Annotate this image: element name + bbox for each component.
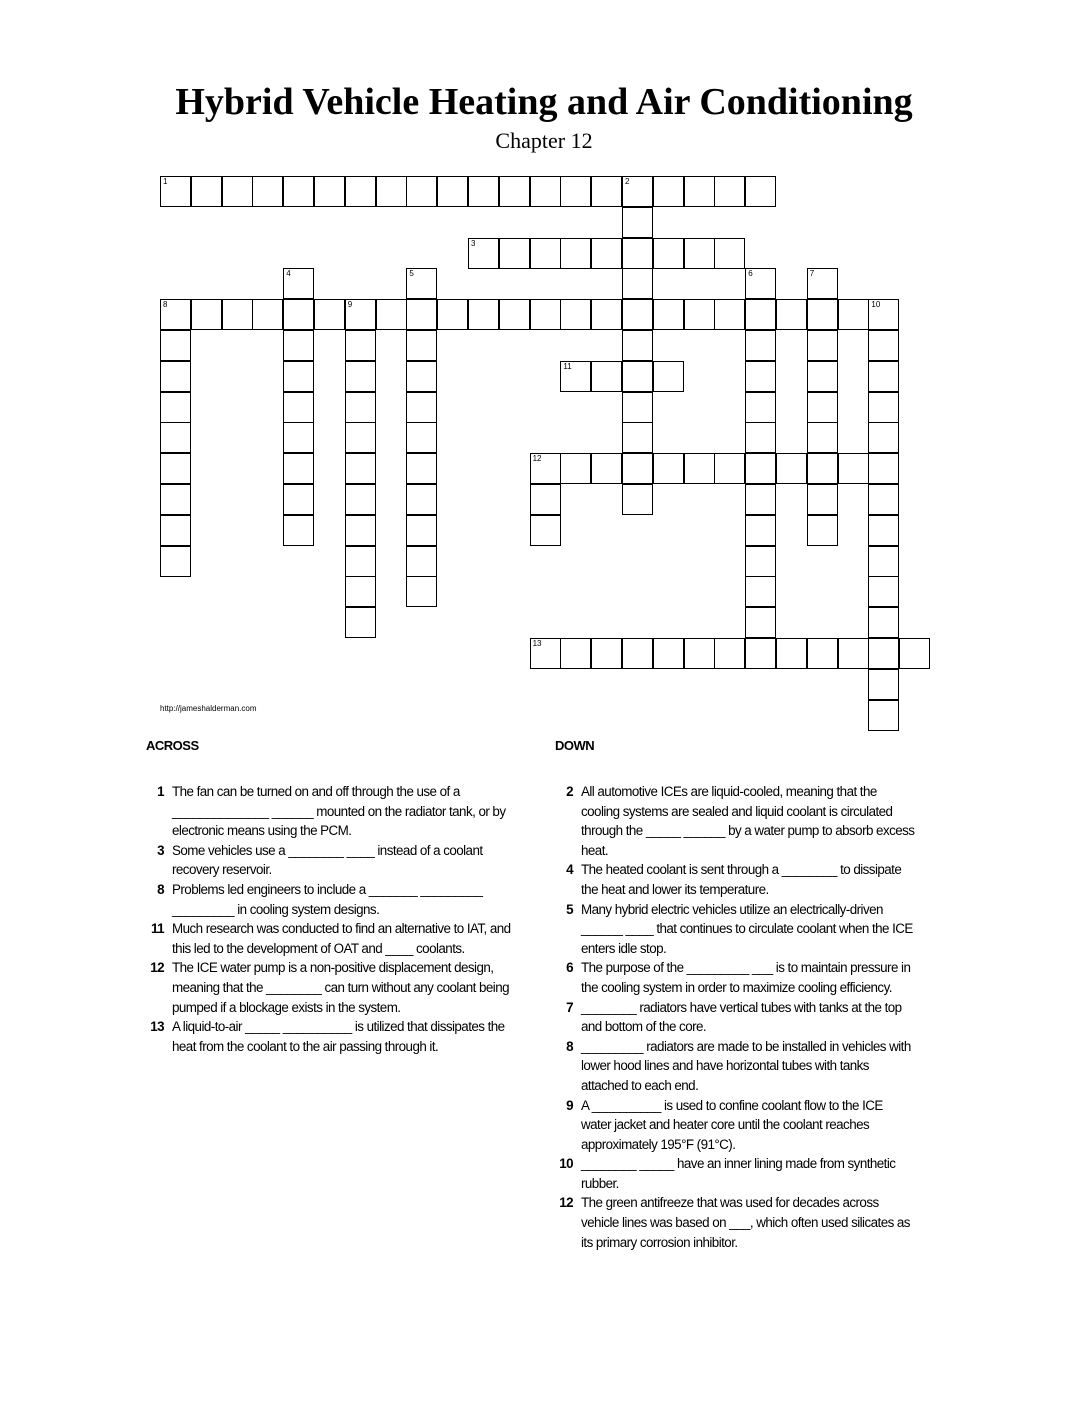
grid-cell[interactable]: [345, 299, 376, 330]
grid-cell[interactable]: [283, 176, 314, 207]
grid-cell[interactable]: [345, 484, 376, 515]
grid-cell[interactable]: [406, 299, 437, 330]
clue-across-13: [146, 1017, 526, 1056]
grid-cell[interactable]: [406, 546, 437, 577]
grid-cell[interactable]: [868, 515, 899, 546]
clue-down-8: [555, 1037, 915, 1096]
grid-cell[interactable]: [345, 330, 376, 361]
grid-cell[interactable]: [622, 638, 653, 669]
grid-cell[interactable]: [376, 299, 407, 330]
clue-text: ________ radiators have vertical tubes with tanks at the top and bottom of the core.: [581, 999, 902, 1035]
across-heading: ACROSS: [146, 738, 199, 753]
clue-number: 12: [150, 960, 164, 976]
clue-number: 6: [566, 960, 573, 976]
grid-cell[interactable]: [745, 176, 776, 207]
grid-cell[interactable]: [345, 392, 376, 423]
grid-cell[interactable]: [530, 453, 561, 484]
grid-cell[interactable]: [468, 176, 499, 207]
grid-cell[interactable]: [684, 299, 715, 330]
grid-cell[interactable]: [468, 238, 499, 269]
clue-across-12: [146, 958, 526, 1017]
grid-cell[interactable]: [468, 299, 499, 330]
clue-text: A liquid-to-air _____ __________ is utilized that dissipates the heat from the coolant to the air passing through it.: [172, 1019, 505, 1054]
grid-cell[interactable]: [345, 607, 376, 638]
grid-cell[interactable]: [807, 422, 838, 453]
grid-cell[interactable]: [745, 453, 776, 484]
grid-cell[interactable]: [252, 176, 283, 207]
clue-text: ________ _____ have an inner lining made from synthetic rubber.: [581, 1156, 896, 1191]
grid-cell[interactable]: [160, 453, 191, 484]
clue-number: 8: [157, 881, 164, 897]
grid-cell[interactable]: [560, 299, 591, 330]
grid-cell[interactable]: [622, 176, 653, 207]
cell-number: 6: [748, 269, 753, 279]
grid-cell[interactable]: [622, 238, 653, 269]
grid-cell[interactable]: [745, 484, 776, 515]
page-title: Hybrid Vehicle Heating and Air Conditioning: [175, 81, 913, 123]
grid-cell[interactable]: [406, 484, 437, 515]
grid-cell[interactable]: [406, 453, 437, 484]
cell-number: 2: [625, 177, 630, 186]
grid-cell[interactable]: [191, 299, 222, 330]
grid-cell[interactable]: [560, 176, 591, 207]
cell-number: 9: [347, 300, 353, 310]
grid-cell[interactable]: [345, 361, 376, 392]
grid-cell[interactable]: [283, 299, 314, 330]
grid-cell[interactable]: [653, 361, 684, 392]
cell-number: 8: [163, 300, 168, 310]
grid-cell[interactable]: [437, 176, 468, 207]
grid-cell[interactable]: [838, 299, 869, 330]
grid-cell[interactable]: [653, 638, 684, 669]
grid-cell[interactable]: [345, 576, 376, 607]
clue-down-7: [555, 998, 915, 1037]
grid-cell[interactable]: [622, 268, 653, 299]
grid-cell[interactable]: [807, 638, 838, 669]
grid-cell[interactable]: [560, 361, 591, 392]
grid-cell[interactable]: [807, 268, 838, 299]
grid-cell[interactable]: [160, 330, 191, 361]
grid-cell[interactable]: [807, 392, 838, 423]
grid-cell[interactable]: [437, 299, 468, 330]
grid-cell[interactable]: [591, 299, 622, 330]
grid-cell[interactable]: [684, 453, 715, 484]
grid-cell[interactable]: [406, 330, 437, 361]
grid-cell[interactable]: [868, 330, 899, 361]
clue-text: Problems led engineers to include a _______ _________ _________ in cooling system designs.: [172, 881, 483, 917]
grid-cell[interactable]: [868, 546, 899, 577]
cell-number: 4: [286, 269, 291, 279]
grid-cell[interactable]: [868, 638, 899, 669]
clue-number: 13: [150, 1019, 164, 1035]
grid-cell[interactable]: [653, 176, 684, 207]
grid-cell[interactable]: [591, 453, 622, 484]
grid-cell[interactable]: [160, 484, 191, 515]
clue-text: The fan can be turned on and off through the use of a ______________ ______ mounted on the radiator tank, or by electronic means using the PCM.: [172, 784, 506, 839]
clue-number: 11: [150, 921, 164, 937]
grid-cell[interactable]: [591, 361, 622, 392]
grid-cell[interactable]: [714, 238, 745, 269]
clue-down-9: [555, 1096, 915, 1155]
clue-down-2: [555, 782, 915, 860]
grid-cell[interactable]: [868, 361, 899, 392]
clue-number: 9: [566, 1097, 573, 1113]
cell-number: 12: [532, 454, 542, 464]
grid-cell[interactable]: [745, 268, 776, 299]
grid-cell[interactable]: [345, 453, 376, 484]
grid-cell[interactable]: [406, 422, 437, 453]
grid-cell[interactable]: [745, 422, 776, 453]
grid-cell[interactable]: [160, 299, 191, 330]
clue-text: A __________ is used to confine coolant flow to the ICE water jacket and heater core until the coolant reaches approximately 195°F (91°C).: [581, 1097, 883, 1152]
grid-cell[interactable]: [499, 176, 530, 207]
clue-number: 5: [566, 901, 573, 917]
clue-across-8: [146, 880, 526, 919]
clue-number: 10: [559, 1156, 573, 1172]
grid-cell[interactable]: [714, 176, 745, 207]
grid-cell[interactable]: [406, 392, 437, 423]
grid-cell[interactable]: [622, 453, 653, 484]
grid-cell[interactable]: [868, 607, 899, 638]
grid-cell[interactable]: [406, 515, 437, 546]
clue-down-4: [555, 860, 915, 899]
grid-cell[interactable]: [622, 330, 653, 361]
grid-cell[interactable]: [560, 453, 591, 484]
grid-cell[interactable]: [745, 515, 776, 546]
grid-cell[interactable]: [868, 299, 899, 330]
grid-cell[interactable]: [283, 330, 314, 361]
grid-cell[interactable]: [191, 176, 222, 207]
grid-cell[interactable]: [776, 299, 807, 330]
page-subtitle: Chapter 12: [495, 128, 593, 153]
grid-cell[interactable]: [530, 176, 561, 207]
clue-number: 4: [566, 862, 573, 878]
grid-cell[interactable]: [499, 238, 530, 269]
grid-cell[interactable]: [838, 453, 869, 484]
grid-cell[interactable]: [345, 546, 376, 577]
grid-cell[interactable]: [807, 484, 838, 515]
grid-cell[interactable]: [160, 361, 191, 392]
grid-cell[interactable]: [222, 299, 253, 330]
grid-cell[interactable]: [868, 700, 899, 731]
clue-text: _________ radiators are made to be installed in vehicles with lower hood lines and have horizontal tubes with tanks attached to each end.: [581, 1038, 911, 1093]
grid-cell[interactable]: [899, 638, 930, 669]
grid-cell[interactable]: [283, 392, 314, 423]
grid-cell[interactable]: [653, 299, 684, 330]
grid-cell[interactable]: [530, 515, 561, 546]
grid-cell[interactable]: [745, 576, 776, 607]
clue-text: Much research was conducted to find an alternative to IAT, and this led to the development of OAT and ____ coolants.: [172, 921, 511, 956]
cell-number: 3: [471, 238, 476, 248]
cell-number: 13: [532, 639, 542, 648]
clue-across-11: [146, 919, 526, 958]
grid-cell[interactable]: [838, 638, 869, 669]
clue-text: The purpose of the _________ ___ is to maintain pressure in the cooling system in order to maximize cooling efficiency.: [581, 960, 911, 995]
grid-cell[interactable]: [406, 576, 437, 607]
grid-cell[interactable]: [622, 207, 653, 238]
grid-cell[interactable]: [376, 176, 407, 207]
grid-cell[interactable]: [160, 392, 191, 423]
down-clues: [555, 738, 915, 1252]
grid-cell[interactable]: [745, 546, 776, 577]
grid-cell[interactable]: [530, 238, 561, 269]
grid-cell[interactable]: [222, 176, 253, 207]
grid-cell[interactable]: [745, 638, 776, 669]
clue-text: The ICE water pump is a non-positive displacement design, meaning that the ________ can turn without any coolant being pumped if a blockage exists in the system.: [172, 960, 510, 1015]
grid-cell[interactable]: [283, 268, 314, 299]
grid-cell[interactable]: [591, 638, 622, 669]
grid-cell[interactable]: [283, 484, 314, 515]
grid-cell[interactable]: [314, 299, 345, 330]
clue-across-1: [146, 782, 526, 841]
grid-cell[interactable]: [807, 330, 838, 361]
grid-cell[interactable]: [160, 176, 191, 207]
grid-cell[interactable]: [314, 176, 345, 207]
grid-cell[interactable]: [714, 299, 745, 330]
grid-cell[interactable]: [807, 515, 838, 546]
grid-cell[interactable]: [714, 638, 745, 669]
cell-number: 7: [809, 269, 815, 279]
grid-cell[interactable]: [160, 546, 191, 577]
grid-cell[interactable]: [745, 330, 776, 361]
cell-number: 11: [563, 361, 572, 371]
grid-cell[interactable]: [283, 361, 314, 392]
clue-number: 3: [157, 842, 164, 858]
grid-cell[interactable]: [745, 607, 776, 638]
grid-cell[interactable]: [622, 392, 653, 423]
clue-number: 2: [566, 784, 573, 799]
grid-cell[interactable]: [776, 638, 807, 669]
clue-number: 1: [157, 784, 164, 799]
grid-cell[interactable]: [406, 268, 437, 299]
down-heading: DOWN: [555, 738, 595, 753]
clue-text: Many hybrid electric vehicles utilize an electrically-driven ______ ____ that continues to circulate coolant when the ICE enters idle stop.: [581, 901, 913, 956]
grid-cell[interactable]: [283, 422, 314, 453]
grid-cell[interactable]: [591, 176, 622, 207]
grid-cell[interactable]: [776, 453, 807, 484]
grid-cell[interactable]: [745, 361, 776, 392]
grid-cell[interactable]: [160, 515, 191, 546]
grid-cell[interactable]: [868, 669, 899, 700]
grid-cell[interactable]: [807, 453, 838, 484]
clue-number: 8: [566, 1038, 573, 1054]
grid-cell[interactable]: [622, 299, 653, 330]
cell-number: 10: [871, 300, 881, 310]
grid-cell[interactable]: [868, 576, 899, 607]
grid-cell[interactable]: [868, 453, 899, 484]
grid-cell[interactable]: [560, 638, 591, 669]
grid-cell[interactable]: [807, 299, 838, 330]
grid-cell[interactable]: [345, 422, 376, 453]
clue-text: All automotive ICEs are liquid-cooled, meaning that the cooling systems are sealed and liquid coolant is circulated through the _____ ______ by a water pump to absorb excess heat.: [581, 784, 915, 858]
clue-number: 7: [566, 999, 573, 1015]
clue-down-6: [555, 958, 915, 997]
grid-cell[interactable]: [406, 361, 437, 392]
grid-cell[interactable]: [745, 299, 776, 330]
grid-cell[interactable]: [345, 515, 376, 546]
grid-cell[interactable]: [560, 238, 591, 269]
grid-cell[interactable]: [622, 361, 653, 392]
clue-across-3: [146, 841, 526, 880]
grid-cell[interactable]: [868, 422, 899, 453]
grid-cell[interactable]: [868, 392, 899, 423]
grid-cell[interactable]: [868, 484, 899, 515]
grid-cell[interactable]: [807, 361, 838, 392]
clue-text: Some vehicles use a ________ ____ instead of a coolant recovery reservoir.: [172, 842, 483, 878]
clue-text: The green antifreeze that was used for decades across vehicle lines was based on ___, which often used silicates as its primary corrosion inhibitor.: [581, 1195, 910, 1250]
clue-down-12: [555, 1193, 915, 1252]
grid-cell[interactable]: [622, 422, 653, 453]
grid-cell[interactable]: [406, 176, 437, 207]
grid-cell[interactable]: [591, 238, 622, 269]
grid-cell[interactable]: [684, 638, 715, 669]
clue-text: The heated coolant is sent through a ________ to dissipate the heat and lower its temperature.: [581, 862, 902, 897]
grid-cell[interactable]: [530, 484, 561, 515]
grid-cell[interactable]: [745, 392, 776, 423]
cell-number: 1: [163, 177, 168, 186]
clue-number: 12: [559, 1195, 573, 1211]
grid-cell[interactable]: [684, 176, 715, 207]
grid-cell[interactable]: [160, 422, 191, 453]
grid-cell[interactable]: [714, 453, 745, 484]
grid-cell[interactable]: [345, 176, 376, 207]
clue-down-10: [555, 1154, 915, 1193]
clue-down-5: [555, 900, 915, 959]
cell-number: 5: [409, 269, 414, 279]
grid-cell[interactable]: [653, 453, 684, 484]
grid-cell[interactable]: [252, 299, 283, 330]
grid-cell[interactable]: [283, 515, 314, 546]
grid-cell[interactable]: [653, 238, 684, 269]
grid-cell[interactable]: [499, 299, 530, 330]
grid-cell[interactable]: [530, 299, 561, 330]
source-url: http://jameshalderman.com: [160, 704, 257, 713]
grid-cell[interactable]: [622, 484, 653, 515]
grid-cell[interactable]: [530, 638, 561, 669]
across-clues: [146, 738, 526, 1056]
grid-cell[interactable]: [283, 453, 314, 484]
grid-cell[interactable]: [684, 238, 715, 269]
